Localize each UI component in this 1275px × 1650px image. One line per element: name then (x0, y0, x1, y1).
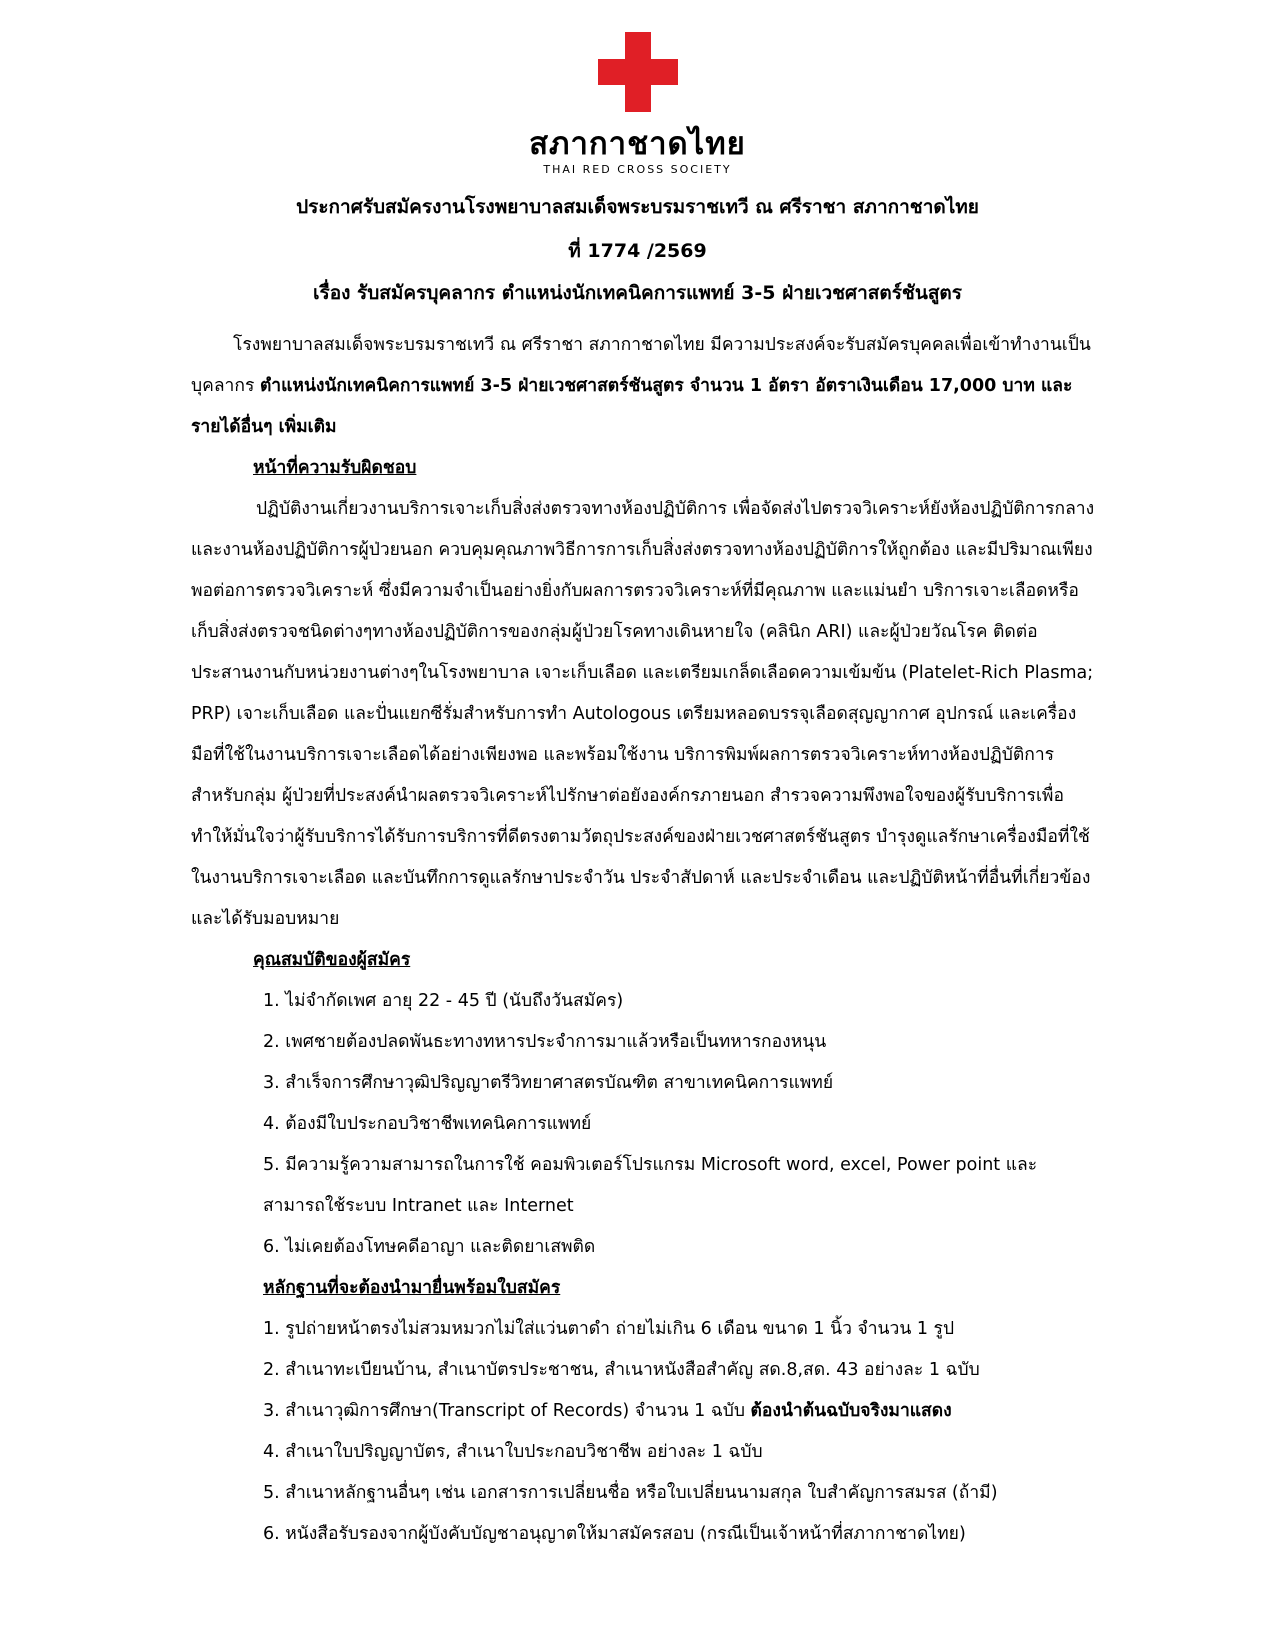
documents-list (191, 1309, 1096, 1555)
logo-name-thai: สภากาชาดไทย (529, 126, 746, 162)
list-item: 4. สำเนาใบปริญญาบัตร, สำเนาใบประกอบวิชาชีพ อย่างละ 1 ฉบับ (263, 1442, 763, 1462)
documents-heading: หลักฐานที่จะต้องนำมายื่นพร้อมใบสมัคร (263, 1278, 561, 1298)
list-item: 6. ไม่เคยต้องโทษคดีอาญา และติดยาเสพติด (263, 1237, 596, 1257)
announcement-subject: เรื่อง รับสมัครบุคลากร ตำแหน่งนักเทคนิคการแพทย์ 3-5 ฝ่ายเวชศาสตร์ชันสูตร (313, 282, 962, 304)
qualifications-list (191, 981, 1096, 1268)
list-item: 6. หนังสือรับรองจากผู้บังคับบัญชาอนุญาตให้มาสมัครสอบ (กรณีเป็นเจ้าหน้าที่สภากาชาดไทย) (263, 1524, 966, 1544)
intro-text: โรงพยาบาลสมเด็จพระบรมราชเทวี ณ ศรีราชา สภากาชาดไทย มีความประสงค์จะรับสมัครบุคคลเพื่อเข้าทำงานเป็นบุคลากร (191, 335, 1091, 396)
list-item: 1. รูปถ่ายหน้าตรงไม่สวมหมวกไม่ใส่แว่นตาดำ ถ่ายไม่เกิน 6 เดือน ขนาด 1 นิ้ว จำนวน 1 รูป (263, 1319, 955, 1339)
list-item: 5. มีความรู้ความสามารถในการใช้ คอมพิวเตอร์โปรแกรม Microsoft word, excel, Power point และสามารถใช้ระบบ Intranet และ Internet (263, 1155, 1038, 1216)
announcement-title: ประกาศรับสมัครงานโรงพยาบาลสมเด็จพระบรมราชเทวี ณ ศรีราชา สภากาชาดไทย (296, 196, 979, 218)
document-item-text: 3. สำเนาวุฒิการศึกษา(Transcript of Records) จำนวน 1 ฉบับ (263, 1401, 751, 1421)
list-item: 1. ไม่จำกัดเพศ อายุ 22 - 45 ปี (นับถึงวันสมัคร) (263, 991, 624, 1011)
duties-heading: หน้าที่ความรับผิดชอบ (253, 458, 417, 478)
qualifications-heading: คุณสมบัติของผู้สมัคร (253, 950, 411, 970)
duties-paragraph (191, 489, 1096, 940)
intro-position-salary: ตำแหน่งนักเทคนิคการแพทย์ 3-5 ฝ่ายเวชศาสตร์ชันสูตร จำนวน 1 อัตรา อัตราเงินเดือน 17,000 บาท และรายได้อื่นๆ เพิ่มเติม (191, 376, 1073, 437)
intro-paragraph (191, 325, 1096, 448)
thai-red-cross-logo (0, 32, 1275, 178)
list-item: 4. ต้องมีใบประกอบวิชาชีพเทคนิคการแพทย์ (263, 1114, 592, 1134)
list-item: 3. สำเร็จการศึกษาวุฒิปริญญาตรีวิทยาศาสตรบัณฑิต สาขาเทคนิคการแพทย์ (263, 1073, 834, 1093)
document-item-note: ต้องนำต้นฉบับจริงมาแสดง (750, 1401, 952, 1421)
list-item: 2. สำเนาทะเบียนบ้าน, สำเนาบัตรประชาชน, สำเนาหนังสือสำคัญ สด.8,สด. 43 อย่างละ 1 ฉบับ (263, 1360, 980, 1380)
logo-name-english: THAI RED CROSS SOCIETY (543, 163, 732, 176)
announcement-body (191, 325, 1096, 1555)
red-cross-icon (598, 32, 678, 112)
list-item (263, 1391, 1096, 1432)
announcement-number: ที่ 1774 /2569 (568, 240, 707, 262)
list-item: 2. เพศชายต้องปลดพันธะทางทหารประจำการมาแล้วหรือเป็นทหารกองหนุน (263, 1032, 827, 1052)
duties-text: ปฏิบัติงานเกี่ยวงานบริการเจาะเก็บสิ่งส่งตรวจทางห้องปฏิบัติการ เพื่อจัดส่งไปตรวจวิเคราะห์ยังห้องปฏิบัติการกลาง และงานห้องปฏิบัติการผู้ป่วยนอก ควบคุมคุณภาพวิธีการการเก็บสิ่งส่งตรวจทางห้องปฏิบัติการให้ถูกต้อง และมีปริมาณเพียงพอต่อการตรวจวิเคราะห์ ซึ่งมีความจำเป็นอย่างยิ่งกับผลการตรวจวิเคราะห์ที่มีคุณภาพ และแม่นยำ บริการเจาะเลือดหรือเก็บสิ่งส่งตรวจชนิดต่างๆทางห้องปฏิบัติการของกลุ่มผู้ป่วยโรคทางเดินหายใจ (คลินิก ARI) และผู้ป่วยวัณโรค ติดต่อประสานงานกับหน่วยงานต่างๆในโรงพยาบาล เจาะเก็บเลือด และเตรียมเกล็ดเลือดความเข้มข้น (Platelet-Rich Plasma; PRP) เจาะเก็บเลือด และปั่นแยกซีรั่มสำหรับการทำ Autologous เตรียมหลอดบรรจุเลือดสุญญากาศ อุปกรณ์ และเครื่องมือที่ใช้ในงานบริการเจาะเลือดได้อย่างเพียงพอ และพร้อมใช้งาน บริการพิมพ์ผลการตรวจวิเคราะห์ทางห้องปฏิบัติการสำหรับกลุ่ม ผู้ป่วยที่ประสงค์นำผลตรวจวิเคราะห์ไปรักษาต่อยังองค์กรภายนอก สำรวจความพึงพอใจของผู้รับบริการเพื่อทำให้มั่นใจว่าผู้รับบริการได้รับการบริการที่ดีตรงตามวัตถุประสงค์ของฝ่ายเวชศาสตร์ชันสูตร บำรุงดูแลรักษาเครื่องมือที่ใช้ในงานบริการเจาะเลือด และบันทึกการดูแลรักษาประจำวัน ประจำสัปดาห์ และประจำเดือน และปฏิบัติหน้าที่อื่นที่เกี่ยวข้อง และได้รับมอบหมาย (191, 499, 1095, 929)
list-item: 5. สำเนาหลักฐานอื่นๆ เช่น เอกสารการเปลี่ยนชื่อ หรือใบเปลี่ยนนามสกุล ใบสำคัญการสมรส (ถ้ามี) (263, 1483, 998, 1503)
